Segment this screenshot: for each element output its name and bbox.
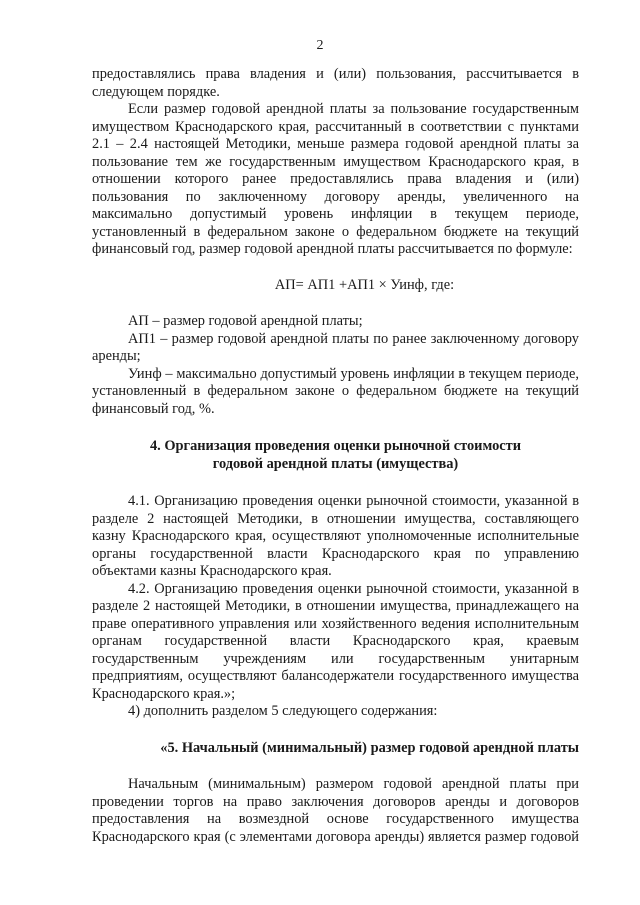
formula: АП= АП1 +АП1 × Уинф, где: [274,276,455,293]
document-body [92,66,579,846]
section-4-heading [92,438,579,473]
paragraph-4-1: 4.1. Организацию проведения оценки рыночной стоимости, указанной в разделе 2 настоящей Методики, в отношении имущества, составляющего казну Краснодарского края, осуществляют уполномоченные исполнительные органы государственной власти Краснодарского края по управлению объектами казны Краснодарского края. [92,493,579,579]
paragraph-4-2: 4.2. Организацию проведения оценки рыночной стоимости, указанной в разделе 2 настоящей Методики, в отношении имущества, принадлежащего на праве оперативного управления или хозяйственного ведения исполнительным органам государственной власти Краснодарского края, краевым государственным учреждениям или государственным унитарным предприятиям, осуществляют балансодержатели государственного имущества Краснодарского края.»; [92,580,579,702]
definition-ap: АП – размер годовой арендной платы; [128,313,363,329]
paragraph-condition: Если размер годовой арендной платы за пользование государственным имуществом Краснодарского края, рассчитанный в соответствии с пунктами 2.1 – 2.4 настоящей Методики, меньше размера годовой арендной платы за пользование тем же государственным имуществом Краснодарского края, в отношении которого ранее предоставлялись права владения и (или) пользования по заключенному договору аренды, увеличенного на максимально допустимый уровень инфляции в текущем периоде, установленный в федеральном законе о федеральном бюджете на текущий финансовый год, размер годовой арендной платы рассчитывается по формуле: [92,101,579,257]
definition-ap1: АП1 – размер годовой арендной платы по ранее заключенному договору аренды; [92,330,579,364]
page-number: 2 [316,38,324,53]
paragraph-intro: предоставлялись права владения и (или) пользования, рассчитывается в следующем порядке. [92,66,579,100]
paragraph-item-4: 4) дополнить разделом 5 следующего содержания: [128,703,438,719]
section-4-heading-line1: 4. Организация проведения оценки рыночной стоимости [149,438,522,454]
paragraph-5: Начальным (минимальным) размером годовой арендной платы при проведении торгов на право заключения договоров аренды и договоров предоставления на возмездной основе государственного имущества Краснодарского края (с элементами договора аренды) является размер годовой [92,776,579,845]
definition-uinf: Уинф – максимально допустимый уровень инфляции в текущем периоде, установленный в федеральном законе о федеральном бюджете на текущий финансовый год, %. [92,365,579,417]
section-4-heading-line2: годовой арендной платы (имущества) [212,455,459,472]
section-5-heading: «5. Начальный (минимальный) размер годовой арендной платы [160,739,579,756]
